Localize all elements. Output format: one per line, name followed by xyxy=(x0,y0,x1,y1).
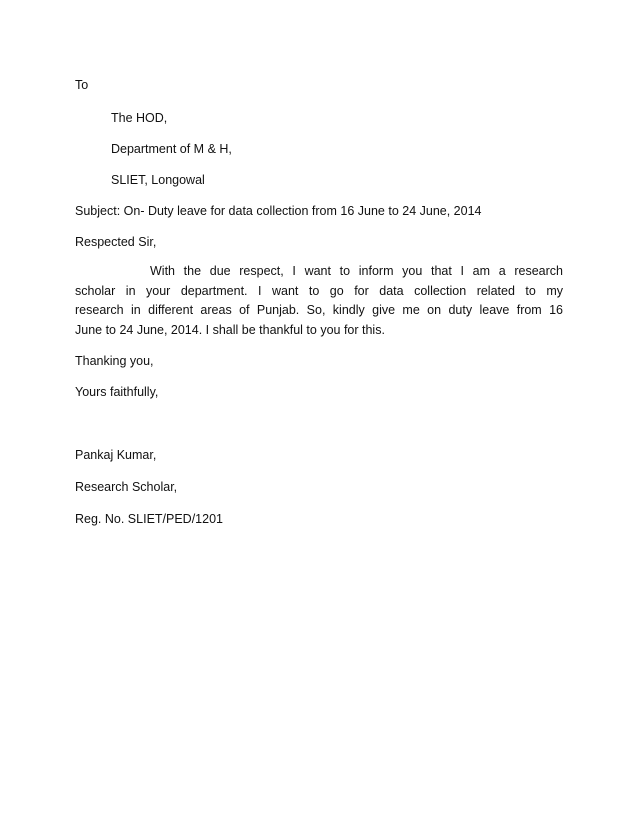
closing-line: Yours faithfully, xyxy=(75,385,159,399)
subject-line: Subject: On- Duty leave for data collection from 16 June to 24 June, 2014 xyxy=(75,204,482,218)
sender-name: Pankaj Kumar, xyxy=(75,448,157,462)
thanking-line: Thanking you, xyxy=(75,354,154,368)
body-line: With the due respect, I want to inform you that I am a research xyxy=(150,264,563,278)
recipient-department: Department of M & H, xyxy=(111,142,232,156)
body-line: research in different areas of Punjab. So, kindly give me on duty leave from 16 xyxy=(75,303,563,317)
sender-reg-no: Reg. No. SLIET/PED/1201 xyxy=(75,512,223,526)
greeting: Respected Sir, xyxy=(75,235,157,249)
recipient-title: The HOD, xyxy=(111,111,168,125)
body-line: scholar in your department. I want to go for data collection related to my xyxy=(75,283,563,298)
body-line: June to 24 June, 2014. I shall be thankful to you for this. xyxy=(75,322,385,337)
letter-body xyxy=(75,262,563,340)
recipient-institute: SLIET, Longowal xyxy=(111,173,205,187)
sender-title: Research Scholar, xyxy=(75,480,178,494)
to-label: To xyxy=(75,78,89,92)
